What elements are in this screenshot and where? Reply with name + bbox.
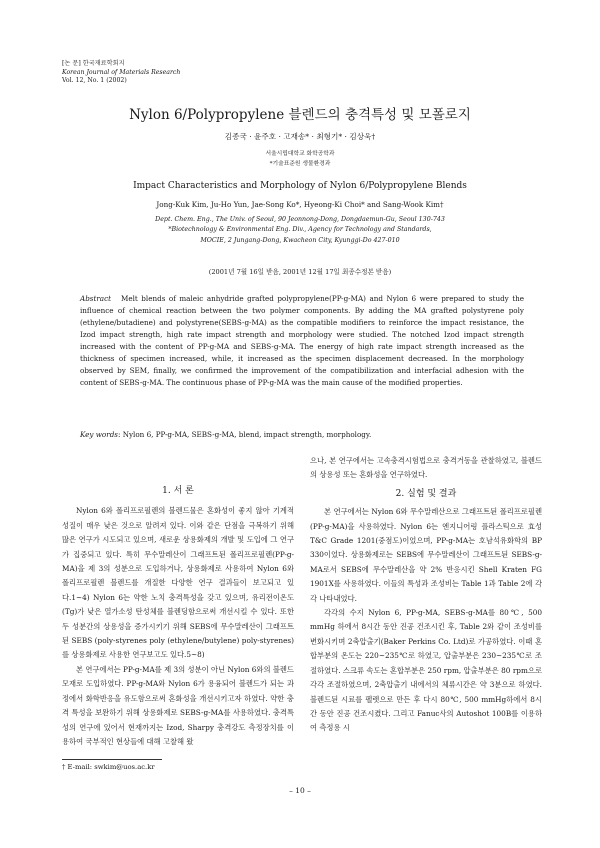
journal-header <box>62 60 180 86</box>
paper-title-en: Impact Characteristics and Morphology of Nylon 6/Polypropylene Blends <box>133 181 467 191</box>
footnote-email: † E-mail: swkim@uos.ac.kr <box>62 763 155 771</box>
affiliations-ko <box>0 149 600 169</box>
paper-title-ko: Nylon 6/Polypropylene 블렌드의 충격특성 및 모폴로지 <box>129 107 471 123</box>
section-1-continuation: 으나, 본 연구에서는 고속충격시험법으로 충격거동을 관찰하였고, 블렌드의 상용성 또는 혼화성을 연구하였다. <box>310 456 542 480</box>
page-number: – 10 – <box>289 786 311 795</box>
journal-header-ko: [논 문] 한국재료학회지 <box>62 60 125 67</box>
abstract-label: Abstract <box>80 294 112 303</box>
section-2-paragraph-2: 각각의 수지 Nylon 6, PP-g-MA, SEBS-g-MA를 80℃, 500 mmHg 하에서 8시간 동안 진공 건조시킨 후, Table 2와 같이 조성비를 변화시키며 2축압출기(Baker Perkins Co. Ltd)로 가공하였다. 이때 혼합부분의 온도는 220~235℃로 하였고, 압출부분은 230~235℃로 조절하였다. 스크류 속도는 혼합부분은 250 rpm, 압출부분은 80 rpm으로 각각 조절하였으며, 2축압출기 내에서의 체류시간은 약 3분으로 하였다. 블렌드된 시료를 펠렛으로 만든 후 다시 80℃, 500 mmHg하에서 8시간 동안 진공 건조시켰다. 그리고 Fanuc사의 Autoshot 100B를 이용하여 측정용 시 <box>310 608 542 733</box>
abstract-text: Melt blends of maleic anhydride grafted polypropylene(PP-g-MA) and Nylon 6 were prepared to study the influence of chemical reaction between the two polymer components. By adding the MA grafted polystyrene poly (ethylene/butadiene) and polystyrene(SEBS-g-MA) as the compatible modifiers to reinforce the impact resistance, the Izod impact strength, high rate impact strength and morphology were studied. The notched Izod impact strength increased with the content of PP-g-MA and SEBS-g-MA. The energy of high rate impact strength increased as the thickness of specimen increased, while, it increased as the specimen displacement decreased. In the morphology observed by SEM, finally, we confirmed the improvement of the compatibilization and interfacial adhesion with the content of SEBS-g-MA. The continuous phase of PP-g-MA was the main cause of the modified properties. <box>80 294 524 387</box>
section-2-paragraph-1: 본 연구에서는 Nylon 6와 무수말레산으로 그래프트된 폴리프로필렌(PP-g-MA)을 사용하였다. Nylon 6는 엔지니어링 플라스틱으로 효성 T&C Grade 1201(중점도)이었으며, PP-g-MA는 호남석유화학의 BP 330이었다. 상용화제로는 SEBS에 무수말레산이 그래프트된 SEBS-g-MA로서 SEBS에 무수말레산을 약 2% 반응시킨 Shell Kraten FG 1901X를 사용하였다. 이들의 특성과 조성비는 Table 1과 Table 2에 각각 나타내었다. <box>310 507 542 603</box>
keywords-text: : Nylon 6, PP-g-MA, SEBS-g-MA, blend, impact strength, morphology. <box>117 430 372 439</box>
keywords <box>80 430 524 439</box>
left-column <box>62 484 294 749</box>
affiliation-en-3: MOCIE, 2 Jungang-Dong, Kwacheon City, Kyunggi-Do 427-010 <box>200 236 400 244</box>
affiliation-en-1: Dept. Chem. Eng., The Univ. of Seoul, 90 Jeonnong-Dong, Dongdaemun-Gu, Seoul 130-743 <box>155 216 445 223</box>
journal-header-en: Korean Journal of Materials Research <box>62 68 181 76</box>
affiliations-en <box>0 215 600 246</box>
abstract <box>80 293 524 389</box>
received-dates: (2001년 7월 16일 받음, 2001년 12월 17일 최종수정본 받음) <box>208 268 392 276</box>
authors-ko: 김종국 · 윤주호 · 고재송* · 최형기* · 김상욱† <box>224 132 376 141</box>
section-1-paragraph-2: 본 연구에서는 PP-g-MA를 제 3의 성분이 아닌 Nylon 6와의 블렌드 모재로 도입하였다. PP-g-MA와 Nylon 6가 용융되어 블렌드가 되는 과정에서 화학반응을 유도함으로써 혼화성을 개선시키고자 하였다. 약한 충격 특성을 보완하기 위해 상용화제로 SEBS-g-MA를 사용하였다. 충격특성의 연구에 있어서 현재까지는 Izod, Sharpy 충격강도 측정장치를 이용하여 국부적인 현상들에 대해 고찰해 왔 <box>62 664 294 746</box>
affiliation-ko-1: 서울시립대학교 화학공학과 <box>265 151 335 157</box>
journal-volume: Vol. 12, No. 1 (2002) <box>62 77 127 85</box>
footnote-divider <box>62 759 162 760</box>
affiliation-en-2: *Biotechnology & Environmental Eng. Div., Agency for Technology and Standards, <box>168 226 432 234</box>
authors-en: Jong-Kuk Kim, Ju-Ho Yun, Jae-Song Ko*, Hyeong-Ki Choi* and Sang-Wook Kim† <box>156 200 444 209</box>
right-column <box>310 454 542 736</box>
affiliation-ko-2: *기술표준원 생물환경과 <box>269 161 331 167</box>
section-1-title: 1. 서 론 <box>162 486 194 496</box>
section-1-paragraph-1: Nylon 6와 폴리프로필렌의 블렌드물은 혼화성이 좋지 않아 기계적 성질이 매우 낮은 것으로 알려져 있다. 이와 같은 단점을 극복하기 위해 많은 연구가 시도되고 있으며, 새로운 상용화제의 개발 및 도입에 그 연구가 집중되고 있다. 특히 무수말레산이 그래프트된 폴리프로필렌(PP-g-MA)을 제 3의 성분으로 도입하거나, 상용화제로 사용하여 Nylon 6와 폴리프로필렌 블렌드를 개질한 다양한 연구 결과들이 보고되고 있다.1~4) Nylon 6는 약한 노치 충격특성을 갖고 있으며, 유리전이온도(Tg)가 낮은 열가소성 탄성체를 블렌딩함으로써 개선시킬 수 있다. 또한 두 성분간의 상용성을 증가시키기 위해 SEBS에 무수말레산이 그래프트된 SEBS (poly-styrenes poly (ethylene/butylene) poly-styrenes)를 상용화제로 사용한 연구보고도 있다.5~8) <box>62 506 294 660</box>
keywords-label: Key words <box>80 430 118 439</box>
section-2-title: 2. 실험 및 결과 <box>395 488 457 499</box>
